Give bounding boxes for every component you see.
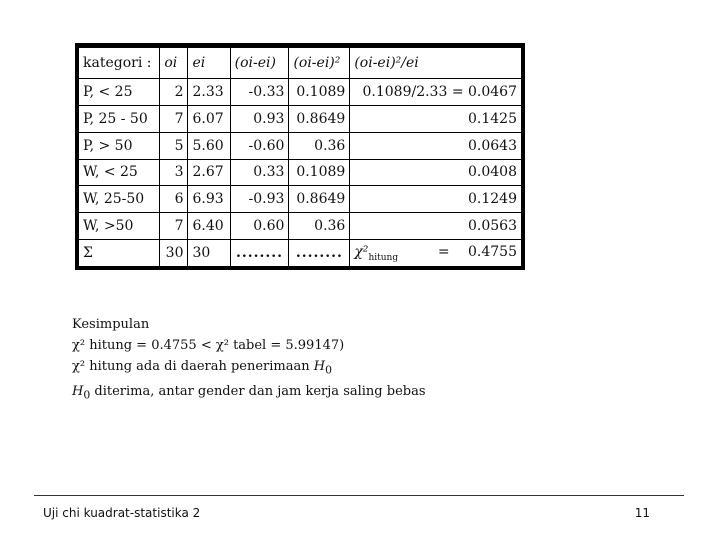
line-2-h: H: [313, 359, 326, 374]
table-row: [79, 159, 522, 186]
line-3-sub: 0: [83, 388, 91, 402]
table-row: [79, 78, 522, 105]
conclusion-line-2: [72, 356, 426, 381]
cell-ei: 6.40: [188, 213, 230, 240]
conclusion-line-3: [72, 381, 426, 406]
cell-ei-total: 30: [188, 240, 230, 267]
chi-value: 0.4755: [468, 243, 517, 260]
cell-sq: 0.36: [289, 213, 350, 240]
cell-chi-hitung: [350, 240, 522, 267]
cell-diff: 0.93: [230, 105, 289, 132]
line-2-text: χ² hitung ada di daerah penerimaan: [72, 359, 314, 374]
header-sq: (oi-ei)²: [289, 48, 350, 79]
header-diff: (oi-ei): [230, 48, 289, 79]
header-kategori: kategori :: [79, 48, 160, 79]
line-2-sub: 0: [325, 363, 332, 377]
cell-ei: 5.60: [188, 132, 230, 159]
chi-sub: hitung: [368, 252, 399, 263]
chi-hitung-label: [354, 244, 398, 263]
conclusion-block: [72, 314, 426, 405]
cell-ei: 6.93: [188, 186, 230, 213]
cell-diff: -0.93: [230, 186, 289, 213]
conclusion-line-1: χ² hitung = 0.4755 < χ² tabel = 5.99147): [72, 338, 345, 353]
table-row: [79, 132, 522, 159]
cell-oi: 3: [160, 159, 188, 186]
cell-kategori: P, 25 - 50: [79, 105, 160, 132]
chi-symbol: χ²: [354, 243, 369, 260]
cell-kategori: W, < 25: [79, 159, 160, 186]
cell-ratio: 0.0408: [350, 159, 522, 186]
cell-ratio: 0.0643: [350, 132, 522, 159]
cell-diff: -0.33: [230, 78, 289, 105]
cell-sq: 0.8649: [289, 105, 350, 132]
cell-ratio: 0.0563: [350, 213, 522, 240]
cell-kategori: W, 25-50: [79, 186, 160, 213]
cell-kategori: W, >50: [79, 213, 160, 240]
cell-oi: 7: [160, 213, 188, 240]
footer-divider: [34, 495, 684, 496]
cell-sq-dots: ........: [289, 240, 350, 267]
cell-ei: 2.33: [188, 78, 230, 105]
header-oi: oi: [160, 48, 188, 79]
chi-square-table: [78, 47, 522, 267]
table-row: [79, 186, 522, 213]
line-3-h: H: [72, 383, 84, 399]
cell-sq: 0.1089: [289, 78, 350, 105]
cell-ei: 2.67: [188, 159, 230, 186]
table-row: [79, 105, 522, 132]
cell-ei: 6.07: [188, 105, 230, 132]
cell-diff: 0.60: [230, 213, 289, 240]
cell-kategori: P, < 25: [79, 78, 160, 105]
cell-ratio: 0.1089/2.33 = 0.0467: [350, 78, 522, 105]
cell-sq: 0.1089: [289, 159, 350, 186]
cell-kategori: P, > 50: [79, 132, 160, 159]
line-3-text: diterima, antar gender dan jam kerja saling bebas: [90, 383, 426, 399]
conclusion-title: Kesimpulan: [72, 317, 150, 332]
cell-diff: 0.33: [230, 159, 289, 186]
cell-oi: 6: [160, 186, 188, 213]
cell-oi-total: 30: [160, 240, 188, 267]
cell-ratio: 0.1249: [350, 186, 522, 213]
cell-oi: 2: [160, 78, 188, 105]
cell-ratio: 0.1425: [350, 105, 522, 132]
cell-oi: 7: [160, 105, 188, 132]
cell-sq: 0.36: [289, 132, 350, 159]
page-number: 11: [634, 506, 650, 520]
cell-sq: 0.8649: [289, 186, 350, 213]
table-row: [79, 213, 522, 240]
header-ratio: (oi-ei)²/ei: [350, 48, 522, 79]
cell-diff-dots: ........: [230, 240, 289, 267]
chi-square-table-frame: [75, 43, 525, 270]
table-total-row: [79, 240, 522, 267]
chi-equals: =: [437, 243, 450, 260]
cell-oi: 5: [160, 132, 188, 159]
header-ei: ei: [188, 48, 230, 79]
footer-title: Uji chi kuadrat-statistika 2: [43, 506, 201, 520]
table-header-row: [79, 48, 522, 79]
cell-diff: -0.60: [230, 132, 289, 159]
cell-sigma: Σ: [79, 240, 160, 267]
